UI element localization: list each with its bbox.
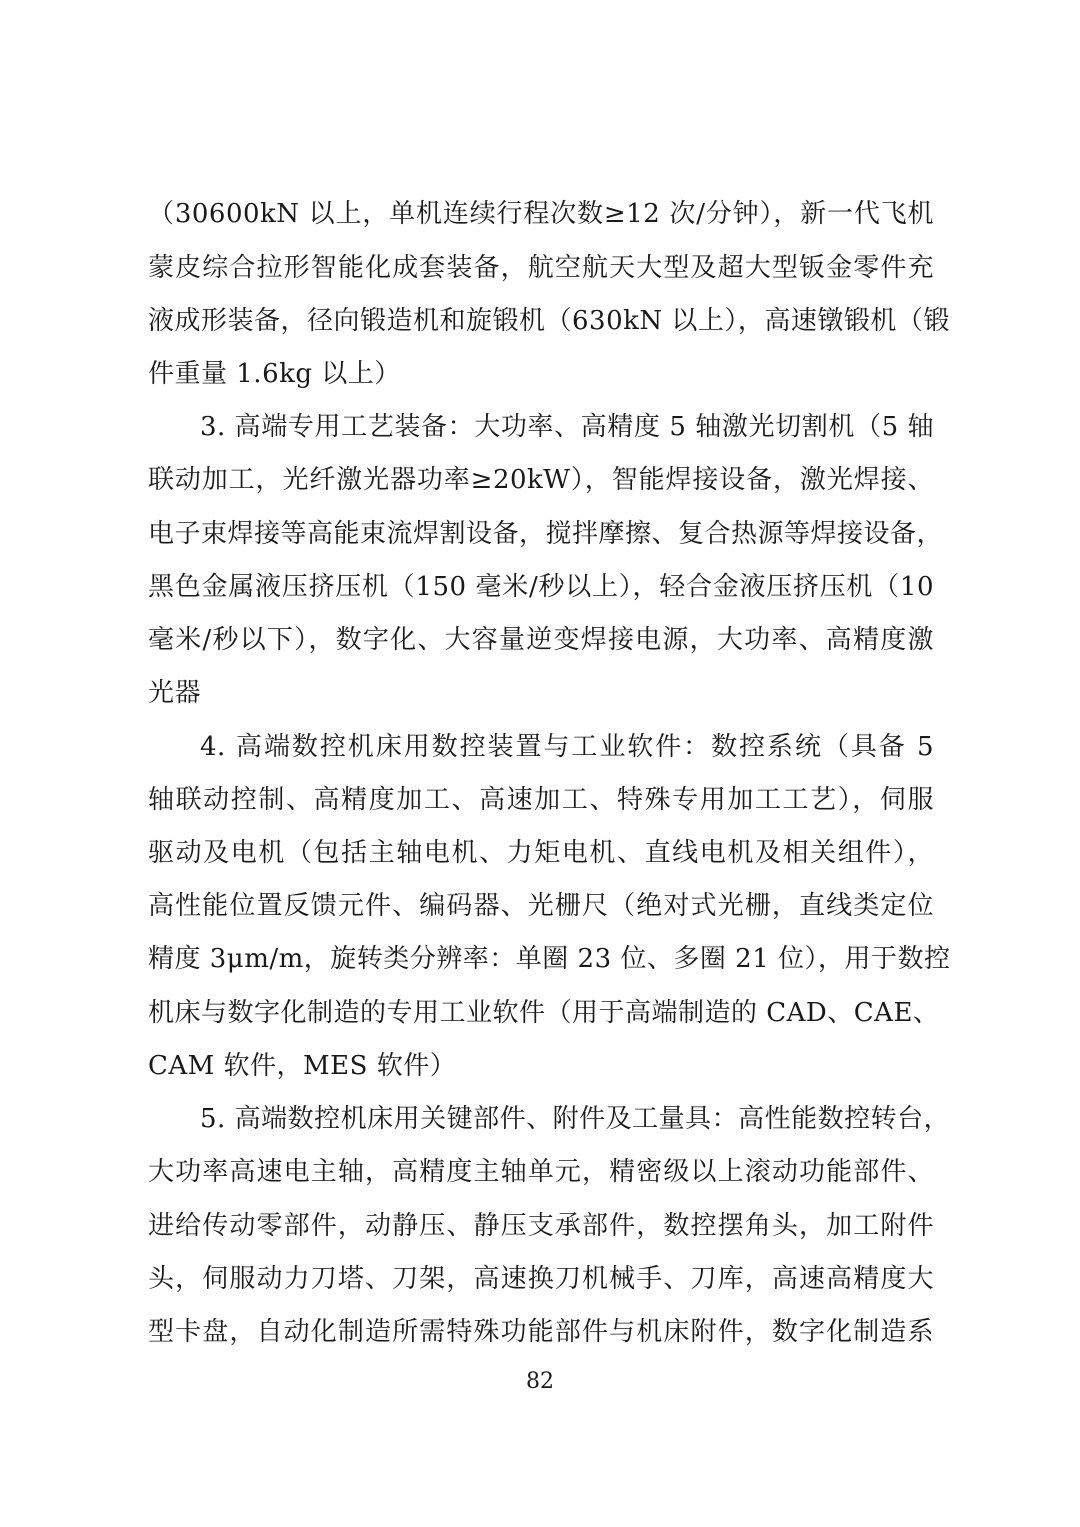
text-line-12: 轴联动控制、高精度加工、高速加工、特殊专用加工工艺），伺服 [148, 785, 934, 815]
text-line-16: 机床与数字化制造的专用工业软件（用于高端制造的 CAD、CAE、 [148, 998, 940, 1028]
text-line-8: 黑色金属液压挤压机（150 毫米/秒以上），轻合金液压挤压机（10 [148, 572, 934, 602]
text-line-13: 驱动及电机（包括主轴电机、力矩电机、直线电机及相关组件）， [148, 838, 934, 868]
text-line-22: 型卡盘，自动化制造所需特殊功能部件与机床附件，数字化制造系 [148, 1317, 934, 1347]
text-line-17: CAM 软件，MES 软件） [148, 1051, 457, 1081]
text-line-14: 高性能位置反馈元件、编码器、光栅尺（绝对式光栅，直线类定位 [148, 891, 934, 921]
text-line-1: （30600kN 以上，单机连续行程次数≥12 次/分钟），新一代飞机 [148, 199, 934, 229]
text-line-10: 光器 [148, 678, 202, 708]
text-line-2: 蒙皮综合拉形智能化成套装备，航空航天大型及超大型钣金零件充 [148, 253, 934, 283]
text-line-19: 大功率高速电主轴，高精度主轴单元，精密级以上滚动功能部件、 [148, 1157, 934, 1187]
text-line-7: 电子束焊接等高能束流焊割设备，搅拌摩擦、复合热源等焊接设备， [148, 519, 944, 549]
text-line-9: 毫米/秒以下），数字化、大容量逆变焊接电源，大功率、高精度激 [148, 625, 934, 655]
text-line-21: 头，伺服动力刀塔、刀架，高速换刀机械手、刀库，高速高精度大 [148, 1264, 934, 1294]
text-line-4: 件重量 1.6kg 以上） [148, 359, 401, 389]
page-number: 82 [526, 1369, 554, 1394]
section-4-heading-line: 4. 高端数控机床用数控装置与工业软件：数控系统（具备 5 [200, 732, 934, 762]
text-line-20: 进给传动零部件，动静压、静压支承部件，数控摆角头，加工附件 [148, 1211, 934, 1241]
text-line-3: 液成形装备，径向锻造机和旋锻机（630kN 以上），高速镦锻机（锻 [148, 306, 950, 336]
text-line-15: 精度 3μm/m，旋转类分辨率：单圈 23 位、多圈 21 位），用于数控 [148, 944, 951, 974]
section-5-heading-line: 5. 高端数控机床用关键部件、附件及工量具：高性能数控转台， [200, 1104, 951, 1134]
section-3-heading-line: 3. 高端专用工艺装备：大功率、高精度 5 轴激光切割机（5 轴 [200, 412, 934, 442]
text-line-6: 联动加工，光纤激光器功率≥20kW），智能焊接设备，激光焊接、 [148, 465, 934, 495]
